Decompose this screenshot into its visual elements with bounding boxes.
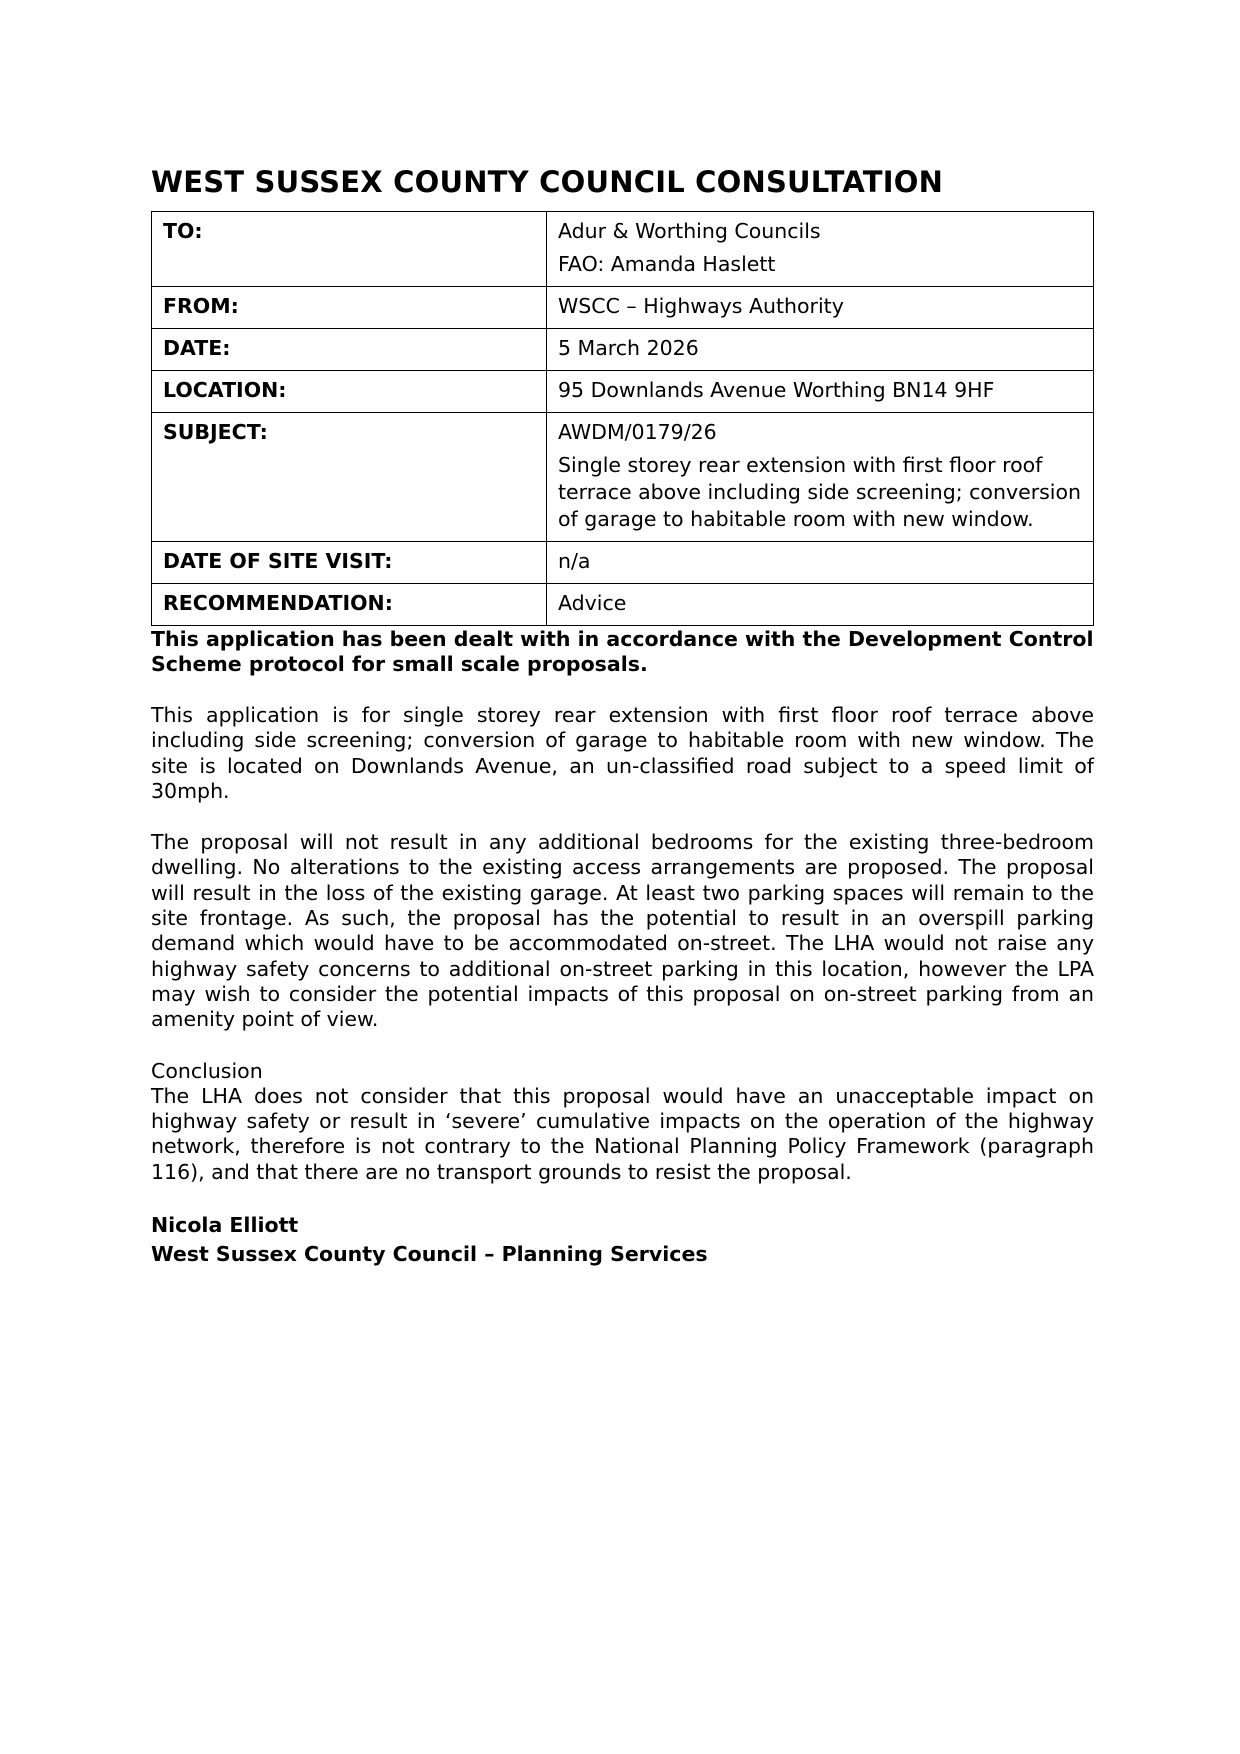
to-label: TO: (152, 212, 547, 287)
document-title: WEST SUSSEX COUNTY COUNCIL CONSULTATION (151, 165, 944, 199)
recommendation-value: Advice (547, 584, 1094, 626)
signatory-name: Nicola Elliott (151, 1213, 299, 1238)
table-row-subject (152, 413, 1094, 542)
paragraph-parking: The proposal will not result in any additional bedrooms for the existing three-bedroom dwelling. No alterations to the existing access arrangements are proposed. The proposal will result in the loss of the existing garage. At least two parking spaces will remain to the site frontage. As such, the proposal has the potential to result in an overspill parking demand which would have to be accommodated on-street. The LHA would not raise any highway safety concerns to additional on-street parking in this location, however the LPA may wish to consider the potential impacts of this proposal on on-street parking from an amenity point of view. (151, 830, 1094, 1032)
table-row-recommendation (152, 584, 1094, 626)
to-recipient: Adur & Worthing Councils (558, 219, 821, 243)
to-fao: FAO: Amanda Haslett (558, 252, 776, 276)
spacer (151, 1185, 1094, 1211)
spacer (151, 677, 1094, 703)
from-label: FROM: (152, 287, 547, 329)
to-value (547, 212, 1094, 287)
table-row-to (152, 212, 1094, 287)
site-visit-label: DATE OF SITE VISIT: (152, 542, 547, 584)
table-row-location (152, 371, 1094, 413)
location-value: 95 Downlands Avenue Worthing BN14 9HF (547, 371, 1094, 413)
subject-value (547, 413, 1094, 542)
table-row-from (152, 287, 1094, 329)
spacer (151, 1033, 1094, 1059)
date-value: 5 March 2026 (547, 329, 1094, 371)
conclusion-heading: Conclusion (151, 1058, 263, 1083)
recommendation-label: RECOMMENDATION: (152, 584, 547, 626)
protocol-note: This application has been dealt with in accordance with the Development Control Scheme protocol for small scale proposals. (151, 627, 1094, 676)
signatory-organisation: West Sussex County Council – Planning Services (151, 1242, 708, 1267)
location-label: LOCATION: (152, 371, 547, 413)
table-row-date (152, 329, 1094, 371)
document-content (151, 162, 1094, 1269)
from-value: WSCC – Highways Authority (547, 287, 1094, 329)
paragraph-conclusion: The LHA does not consider that this proposal would have an unacceptable impact on highway safety or result in ‘severe’ cumulative impacts on the operation of the highway network, therefore is not contrary to the National Planning Policy Framework (paragraph 116), and that there are no transport grounds to resist the proposal. (151, 1083, 1094, 1184)
spacer (151, 804, 1094, 830)
table-row-site-visit (152, 542, 1094, 584)
subject-reference: AWDM/0179/26 (558, 420, 717, 444)
subject-description: Single storey rear extension with first floor roof terrace above including side screening; conversion of garage to habitable room with new window. (558, 453, 1082, 531)
site-visit-value: n/a (547, 542, 1094, 584)
date-label: DATE: (152, 329, 547, 371)
subject-label: SUBJECT: (152, 413, 547, 542)
consultation-details-table (151, 211, 1094, 626)
paragraph-application: This application is for single storey rear extension with first floor roof terrace above including side screening; conversion of garage to habitable room with new window. The site is located on Downlands Avenue, an un-classified road subject to a speed limit of 30mph. (151, 703, 1094, 803)
